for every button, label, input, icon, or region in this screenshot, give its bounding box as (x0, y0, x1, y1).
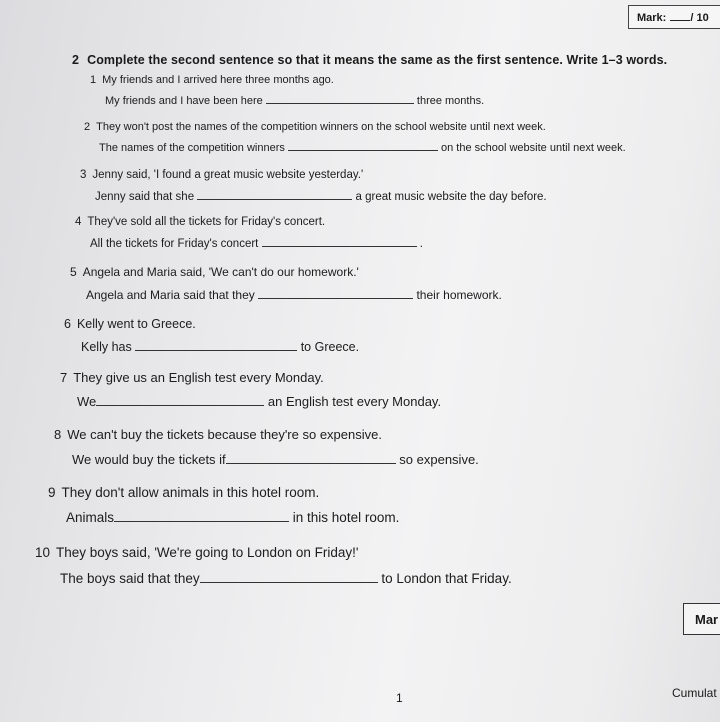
item-answer-after: in this hotel room. (292, 510, 400, 525)
item-question: Angela and Maria said, 'We can't do our homework.' (82, 265, 359, 279)
item-answer-before: Angela and Maria said that they (86, 288, 255, 302)
item-answer-after: to Greece. (300, 340, 360, 354)
item-answer-after: an English test every Monday. (267, 394, 442, 409)
item-number: 9 (48, 485, 56, 500)
item-question: They won't post the names of the competition winners on the school website until next week. (96, 121, 546, 133)
item-question: Jenny said, 'I found a great music website yesterday.' (92, 169, 364, 181)
answer-blank[interactable] (226, 462, 396, 464)
item-answer-before: All the tickets for Friday's concert (90, 238, 259, 250)
list-item (64, 313, 359, 359)
list-item (70, 261, 502, 307)
item-number: 10 (35, 545, 51, 560)
item-answer-after: to London that Friday. (381, 571, 512, 586)
answer-blank[interactable] (114, 520, 289, 522)
list-item (75, 211, 423, 255)
answer-blank[interactable] (135, 349, 297, 351)
item-answer-after: . (419, 238, 423, 250)
item-number: 6 (64, 317, 71, 331)
item-number: 2 (84, 121, 91, 133)
item-number: 7 (60, 370, 68, 385)
mark-side-label: Mar (695, 612, 719, 627)
mark-total: / 10 (690, 12, 709, 24)
item-answer-before: Animals (66, 510, 115, 525)
item-answer-after: a great music website the day before. (355, 191, 547, 203)
item-answer-after: so expensive. (399, 452, 479, 467)
mark-side-box (683, 603, 720, 635)
item-number: 3 (80, 169, 87, 181)
page-number: 1 (396, 691, 403, 705)
answer-blank[interactable] (258, 297, 413, 299)
mark-label: Mark: (637, 12, 667, 24)
list-item (90, 70, 484, 112)
item-question: My friends and I arrived here three months ago. (102, 74, 334, 86)
item-number: 1 (90, 74, 97, 86)
list-item (60, 366, 441, 414)
item-answer-after: three months. (416, 95, 485, 107)
item-number: 4 (75, 216, 82, 228)
item-answer-before: We would buy the tickets if (72, 452, 226, 467)
item-question: They've sold all the tickets for Friday's concert. (87, 216, 326, 228)
exercise-instructions: Complete the second sentence so that it means the same as the first sentence. Write 1–3 words. (87, 53, 668, 67)
list-item (84, 117, 626, 159)
list-item (48, 480, 399, 530)
item-question: They give us an English test every Monday. (73, 370, 324, 385)
list-item (35, 540, 512, 592)
answer-blank[interactable] (200, 581, 378, 583)
item-answer-after: on the school website until next week. (441, 142, 626, 154)
item-answer-before: The boys said that they (60, 571, 200, 586)
exercise-heading (72, 53, 667, 67)
item-answer-before: Kelly has (81, 340, 132, 354)
item-number: 8 (54, 427, 62, 442)
answer-blank[interactable] (266, 102, 414, 104)
answer-blank[interactable] (197, 198, 352, 200)
mark-box (628, 5, 720, 29)
item-answer-after: their homework. (416, 288, 502, 302)
item-answer-before: Jenny said that she (95, 191, 195, 203)
answer-blank[interactable] (288, 149, 438, 151)
list-item (54, 422, 479, 472)
item-answer-before: My friends and I have been here (105, 95, 263, 107)
answer-blank[interactable] (96, 404, 264, 406)
item-question: Kelly went to Greece. (76, 317, 196, 331)
mark-score-blank[interactable] (670, 10, 690, 21)
item-question: They don't allow animals in this hotel room. (61, 485, 320, 500)
item-answer-before: We (77, 394, 97, 409)
list-item (80, 164, 547, 208)
item-question: They boys said, 'We're going to London on Friday!' (56, 545, 359, 560)
exercise-number: 2 (72, 53, 80, 67)
item-answer-before: The names of the competition winners (99, 142, 285, 154)
cumulative-label: Cumulat (672, 686, 717, 700)
answer-blank[interactable] (262, 245, 417, 247)
item-question: We can't buy the tickets because they're so expensive. (67, 427, 382, 442)
item-number: 5 (70, 265, 77, 279)
